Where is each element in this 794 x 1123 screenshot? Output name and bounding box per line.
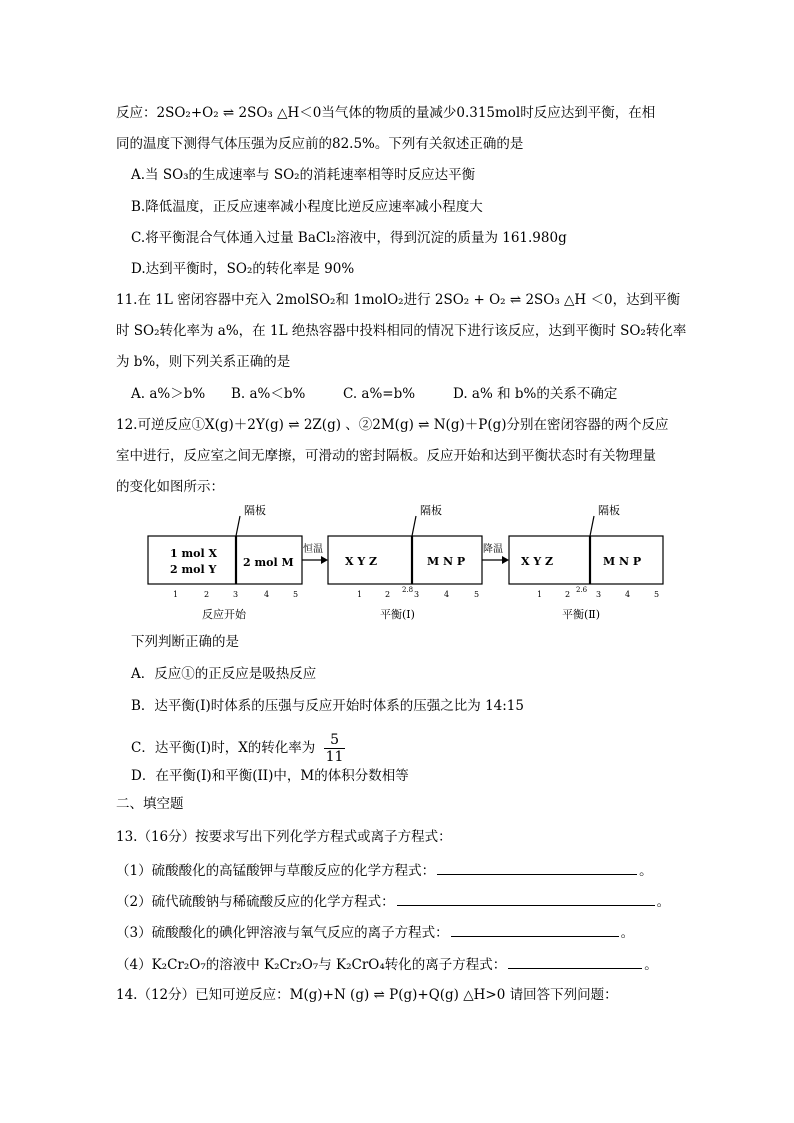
tick-label: 1 bbox=[173, 590, 179, 599]
q12-option-d: D．在平衡(I)和平衡(II)中，M的体积分数相等 bbox=[131, 768, 409, 784]
q11-option-c: C. a%=b% bbox=[343, 386, 416, 402]
arrow-label-constant-temp: 恒温 bbox=[303, 544, 323, 555]
q12-line1: 12.可逆反应①X(g)＋2Y(g) ⇌ 2Z(g) 、②2M(g) ⇌ N(g)＋P(g)分别在密闭容器的两个反应 bbox=[116, 417, 669, 433]
tick-label: 5 bbox=[293, 590, 299, 599]
q11-line3: 为 b%，则下列关系正确的是 bbox=[116, 354, 291, 370]
q13-item-4-text: （4）K₂Cr₂O₇的溶液中 K₂Cr₂O₇与 K₂CrO₄转化的离子方程式： bbox=[116, 957, 507, 973]
tick-label-2-8: 2.8 bbox=[402, 586, 414, 594]
tick-label: 2 bbox=[565, 590, 571, 599]
q13-item-2 bbox=[116, 891, 670, 911]
caption-reaction-start: 反应开始 bbox=[202, 608, 246, 621]
q12-line2: 室中进行，反应室之间无摩擦，可滑动的密封隔板。反应开始和达到平衡状态时有关物理量 bbox=[116, 448, 656, 464]
fraction bbox=[324, 732, 346, 765]
tick-label: 2 bbox=[204, 590, 210, 599]
q11-option-b: B. a%＜b% bbox=[231, 386, 306, 402]
tick-label: 3 bbox=[596, 590, 602, 599]
q10-line2: 同的温度下测得气体压强为反应前的82.5%。下列有关叙述正确的是 bbox=[116, 136, 524, 152]
q14-line1: 14.（12分）已知可逆反应：M(g)+N (g) ⇌ P(g)+Q(g) △H>0 请回答下列问题： bbox=[116, 987, 618, 1003]
caption-equilibrium-2: 平衡(Ⅱ) bbox=[562, 608, 601, 621]
q10-line1: 反应：2SO₂+O₂ ⇌ 2SO₃ △H＜0当气体的物质的量减少0.315mol时反应达到平衡，在相 bbox=[116, 105, 656, 121]
tick-label: 4 bbox=[625, 590, 631, 599]
tick-label: 4 bbox=[264, 590, 270, 599]
period: 。 bbox=[644, 957, 658, 973]
tick-label: 5 bbox=[474, 590, 480, 599]
reaction-chamber-diagram bbox=[140, 500, 670, 625]
q13-item-3-text: （3）硫酸酸化的碘化钾溶液与氧气反应的离子方程式： bbox=[116, 925, 449, 941]
tick-label: 1 bbox=[537, 590, 543, 599]
q12-prompt: 下列判断正确的是 bbox=[131, 634, 239, 650]
fraction-denominator: 11 bbox=[325, 749, 344, 765]
answer-blank-2[interactable] bbox=[397, 891, 655, 906]
tick-label: 2 bbox=[385, 590, 391, 599]
q11-line2: 时 SO₂转化率为 a%，在 1L 绝热容器中投料相同的情况下进行该反应，达到平衡时 SO₂转化率 bbox=[116, 323, 687, 339]
box1-m-amount: 2 mol M bbox=[243, 556, 294, 569]
q10-option-d: D.达到平衡时，SO₂的转化率是 90% bbox=[131, 261, 355, 277]
period: 。 bbox=[639, 863, 653, 879]
tick-label-2-6: 2.6 bbox=[576, 586, 588, 594]
answer-blank-1[interactable] bbox=[437, 860, 637, 875]
q12-option-b: B．达平衡(I)时体系的压强与反应开始时体系的压强之比为 14:15 bbox=[131, 698, 524, 714]
period: 。 bbox=[620, 925, 635, 941]
partition-label-1: 隔板 bbox=[244, 504, 266, 517]
q12-line3: 的变化如图所示： bbox=[116, 479, 224, 495]
q13-item-1-text: （1）硫酸酸化的高锰酸钾与草酸反应的化学方程式： bbox=[116, 863, 436, 879]
box1-x-amount: 1 mol X bbox=[170, 547, 218, 560]
q10-option-c: C.将平衡混合气体通入过量 BaCl₂溶液中，得到沉淀的质量为 161.980g bbox=[131, 230, 567, 246]
caption-equilibrium-1: 平衡(Ⅰ) bbox=[380, 608, 415, 621]
section-heading: 二、填空题 bbox=[116, 796, 184, 812]
q13-item-3 bbox=[116, 922, 634, 942]
partition-label-2: 隔板 bbox=[420, 504, 442, 517]
tick-label: 1 bbox=[357, 590, 363, 599]
q11-option-d: D. a% 和 b%的关系不确定 bbox=[453, 386, 618, 402]
q13-item-2-text: （2）硫代硫酸钠与稀硫酸反应的化学方程式： bbox=[116, 894, 395, 910]
answer-blank-4[interactable] bbox=[508, 954, 642, 969]
q11-option-a: A. a%＞b% bbox=[131, 386, 206, 402]
arrow-label-cooling: 降温 bbox=[483, 544, 503, 555]
tick-label: 5 bbox=[654, 590, 660, 599]
fraction-numerator: 5 bbox=[324, 732, 346, 749]
q11-line1: 11.在 1L 密闭容器中充入 2molSO₂和 1molO₂进行 2SO₂ + O₂ ⇌ 2SO₃ △H ＜0，达到平衡 bbox=[116, 292, 681, 308]
box2-left-species: X Y Z bbox=[345, 555, 378, 568]
box3-left-species: X Y Z bbox=[521, 555, 554, 568]
period: 。 bbox=[656, 894, 671, 910]
tick-label: 3 bbox=[233, 590, 239, 599]
q12-option-c bbox=[131, 730, 345, 766]
answer-blank-3[interactable] bbox=[451, 922, 619, 937]
box1-y-amount: 2 mol Y bbox=[170, 563, 217, 576]
box2-right-species: M N P bbox=[427, 555, 466, 568]
q12-option-c-text: C．达平衡(I)时，X的转化率为 bbox=[131, 740, 316, 756]
tick-label: 4 bbox=[444, 590, 450, 599]
tick-label: 3 bbox=[414, 590, 420, 599]
partition-label-3: 隔板 bbox=[598, 504, 620, 517]
box3-right-species: M N P bbox=[603, 555, 642, 568]
q10-option-b: B.降低温度，正反应速率减小程度比逆反应速率减小程度大 bbox=[131, 199, 483, 215]
q13-title: 13.（16分）按要求写出下列化学方程式或离子方程式： bbox=[116, 829, 452, 845]
q12-option-a: A．反应①的正反应是吸热反应 bbox=[131, 666, 317, 682]
q13-item-1 bbox=[116, 860, 653, 880]
q13-item-4 bbox=[116, 954, 658, 974]
q10-option-a: A.当 SO₃的生成速率与 SO₂的消耗速率相等时反应达平衡 bbox=[131, 167, 476, 183]
